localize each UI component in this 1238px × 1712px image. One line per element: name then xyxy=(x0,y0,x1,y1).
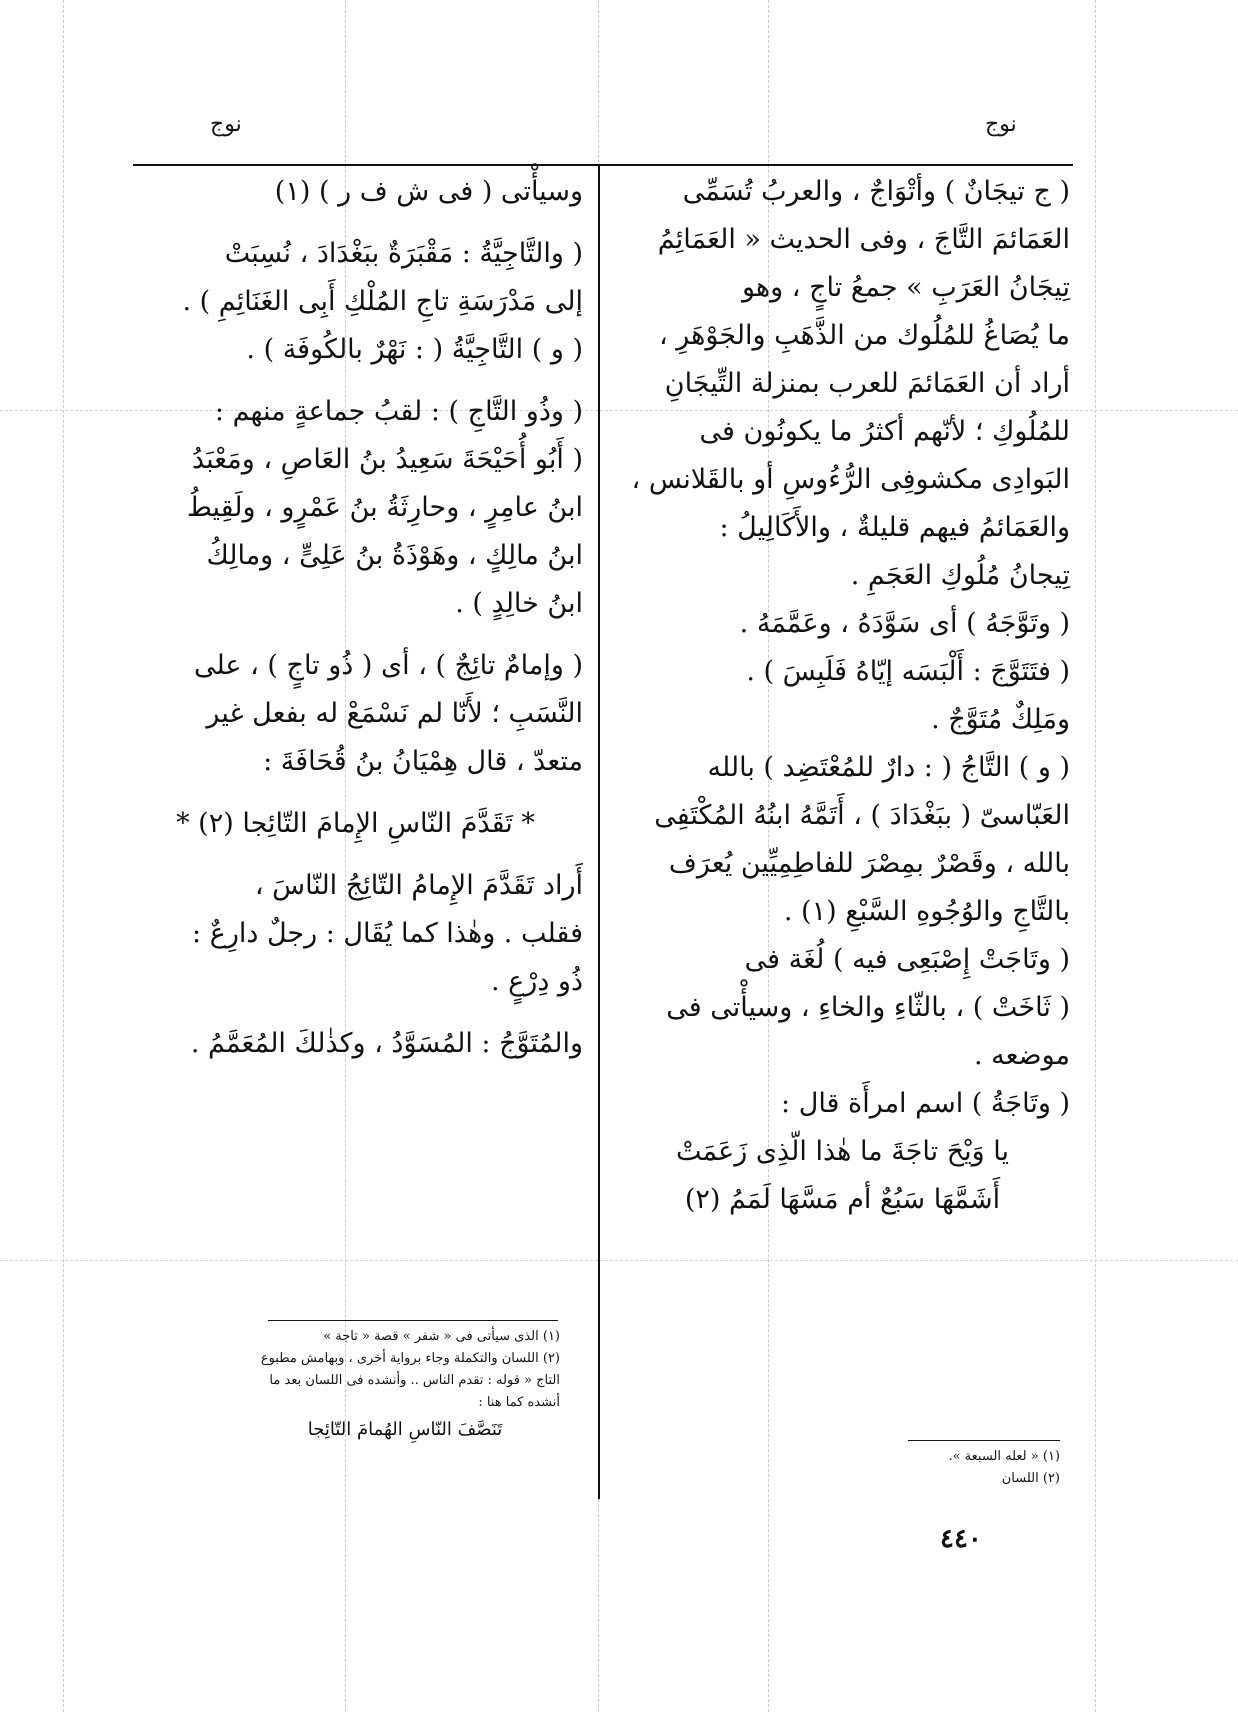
text-line: ابنُ عامِرٍ ، وحارِثَةُ بنُ عَمْرٍو ، ولَقِيطُ xyxy=(186,492,583,523)
text-line: ( ثَاخَتْ ) ، بالثّاءِ والخاءِ ، وسيأْتى فى xyxy=(666,992,1070,1023)
text-line: والمُتَوَّجُ : المُسَوَّدُ ، وكذٰلكَ المُعَمَّمُ . xyxy=(190,1028,583,1059)
footnote-verse: تَنَصَّفَ النّاسِ الهُمامَ التّائِجا xyxy=(307,1419,503,1440)
text-line: ( أَبُو أُحَيْحَةَ سَعِيدُ بنُ العَاصِ ، ومَعْبَدُ xyxy=(191,444,583,475)
text-line: أَراد تَقَدَّمَ الإِمامُ التّائِجُ النّاسَ ، xyxy=(254,870,583,901)
footnote-rule xyxy=(908,1440,1060,1441)
text-line: ابنُ مالِكٍ ، وهَوْذَةُ بنُ عَلِىٍّ ، ومالِكُ xyxy=(206,540,583,571)
text-line: ما يُصَاغُ للمُلُوك من الذَّهَبِ والجَوْهَرِ ، xyxy=(658,320,1070,351)
text-line: ومَلِكٌ مُتَوَّجٌ . xyxy=(931,704,1070,735)
footnote: (٢) اللسان والتكملة وجاء برواية أخرى ، وبهامش مطبوع التاج « قوله : تقدم الناس .. وأنشده فى اللسان بعد ما أنشده كما هنا : xyxy=(260,1351,560,1410)
footnote: (١) « لعله السبعة ». xyxy=(948,1449,1060,1464)
left-footnotes xyxy=(250,1326,560,1444)
text-line: ( ج تيجَانٌ ) وأتْوَاجٌ ، والعربُ تُسَمِّى xyxy=(682,176,1070,207)
text-line: للمُلُوكِ ؛ لأنّهم أكثرُ ما يكونُون فى xyxy=(699,416,1070,447)
text-line: ( وإمامٌ تائِجٌ ) ، أى ( ذُو تاجٍ ) ، على xyxy=(193,650,583,681)
text-line: بالله ، وقَصْرٌ بمِصْرَ للفاطِمِيِّين يُعرَف xyxy=(668,848,1070,879)
text-line: تِيجانُ مُلُوكِ العَجَمِ . xyxy=(850,560,1070,591)
text-line: ( وذُو التَّاجِ ) : لقبُ جماعةٍ منهم : xyxy=(214,396,583,427)
text-line: ذُو دِرْعٍ . xyxy=(491,966,583,997)
text-line: العَبّاسىّ ( ببَغْدَادَ ) ، أَتَمَّهُ ابنُهُ المُكْتَفِى xyxy=(654,800,1070,831)
text-line: أراد أن العَمَائمَ للعرب بمنزلة التِّيجَانِ xyxy=(664,368,1070,399)
text-line: بالتَّاجِ والوُجُوهِ السَّبْعِ (١) . xyxy=(783,896,1070,927)
text-line: وسيأْتى ( فى ش ف ر ) (١) xyxy=(274,176,583,207)
text-line: إلى مَدْرَسَةِ تاجِ المُلْكِ أَبِى الغَنَائِمِ ) . xyxy=(182,286,583,317)
text-line: تِيجَانُ العَرَبِ » جمعُ تاجٍ ، وهو xyxy=(741,272,1070,303)
text-line: متعدّ ، قال هِمْيَانُ بنُ قُحَافَةَ : xyxy=(263,746,583,777)
text-line: ( فتَتَوَّجَ : أَلْبَسَه إيّاهُ فَلَبِسَ ) . xyxy=(746,656,1070,687)
text-line: والعَمَائمُ فيهم قليلةٌ ، والأَكَالِيلُ : xyxy=(719,512,1070,543)
footnote: (١) الذى سيأتى فى « شفر » قصة « تاجة » xyxy=(323,1329,560,1344)
verse-line: * تَقَدَّمَ النّاسِ الإِمامَ التّائِجا (٢) * xyxy=(176,808,535,839)
right-column xyxy=(615,168,1070,1224)
text-line: ( و ) التَّاجُ ( : دارٌ للمُعْتَضِد ) بالله xyxy=(707,752,1070,783)
text-line: النَّسَبِ ؛ لأَنّا لم نَسْمَعْ له بفعل غير xyxy=(206,698,583,729)
text-line: ابنُ خالِدٍ ) . xyxy=(455,588,583,619)
column-divider xyxy=(598,166,600,1499)
right-footnotes xyxy=(760,1446,1060,1490)
text-line: ( و ) التَّاجِيَّةُ ( : نَهْرٌ بالكُوفَة ) . xyxy=(246,334,583,365)
header-rule xyxy=(133,164,1073,166)
guide-line xyxy=(63,0,64,1712)
footnote: (٢) اللسان xyxy=(1001,1471,1060,1486)
guide-line xyxy=(1095,0,1096,1712)
guide-line xyxy=(0,1260,1238,1261)
text-line: ( وتَاجَتْ إِصْبَعِى فيه ) لُغَة فى xyxy=(744,944,1070,975)
text-line: فقلب . وهٰذا كما يُقَال : رجلٌ دارِعٌ : xyxy=(192,918,583,949)
left-column xyxy=(128,168,583,1068)
page-number: ٤٤٠ xyxy=(940,1524,982,1554)
text-line: ( وتَاجَةُ ) اسم امرأَة قال : xyxy=(781,1088,1070,1119)
running-head-left: نوج xyxy=(210,112,242,137)
text-line: موضعه . xyxy=(973,1040,1070,1071)
text-line: ( والتَّاجِيَّةُ : مَقْبَرَةٌ ببَغْدَادَ ، نُسِبَتْ xyxy=(224,238,583,269)
verse-line: أَشَمَّهَا سَبُعٌ أم مَسَّهَا لَمَمُ (٢) xyxy=(684,1184,1001,1215)
footnote-rule xyxy=(268,1320,558,1321)
verse-line: يا وَيْحَ تاجَةَ ما هٰذا الّذِى زَعَمَتْ xyxy=(675,1136,1010,1167)
text-line: البَوادِى مكشوفِى الرُّءُوسِ أو بالقَلانس ، xyxy=(631,464,1070,495)
text-line: العَمَائمَ التَّاجَ ، وفى الحديث « العَمَائِمُ xyxy=(657,224,1070,255)
text-line: ( وتَوَّجَهُ ) أى سَوَّدَهُ ، وعَمَّمَهُ . xyxy=(739,608,1070,639)
running-head-right: نوج xyxy=(985,112,1017,137)
